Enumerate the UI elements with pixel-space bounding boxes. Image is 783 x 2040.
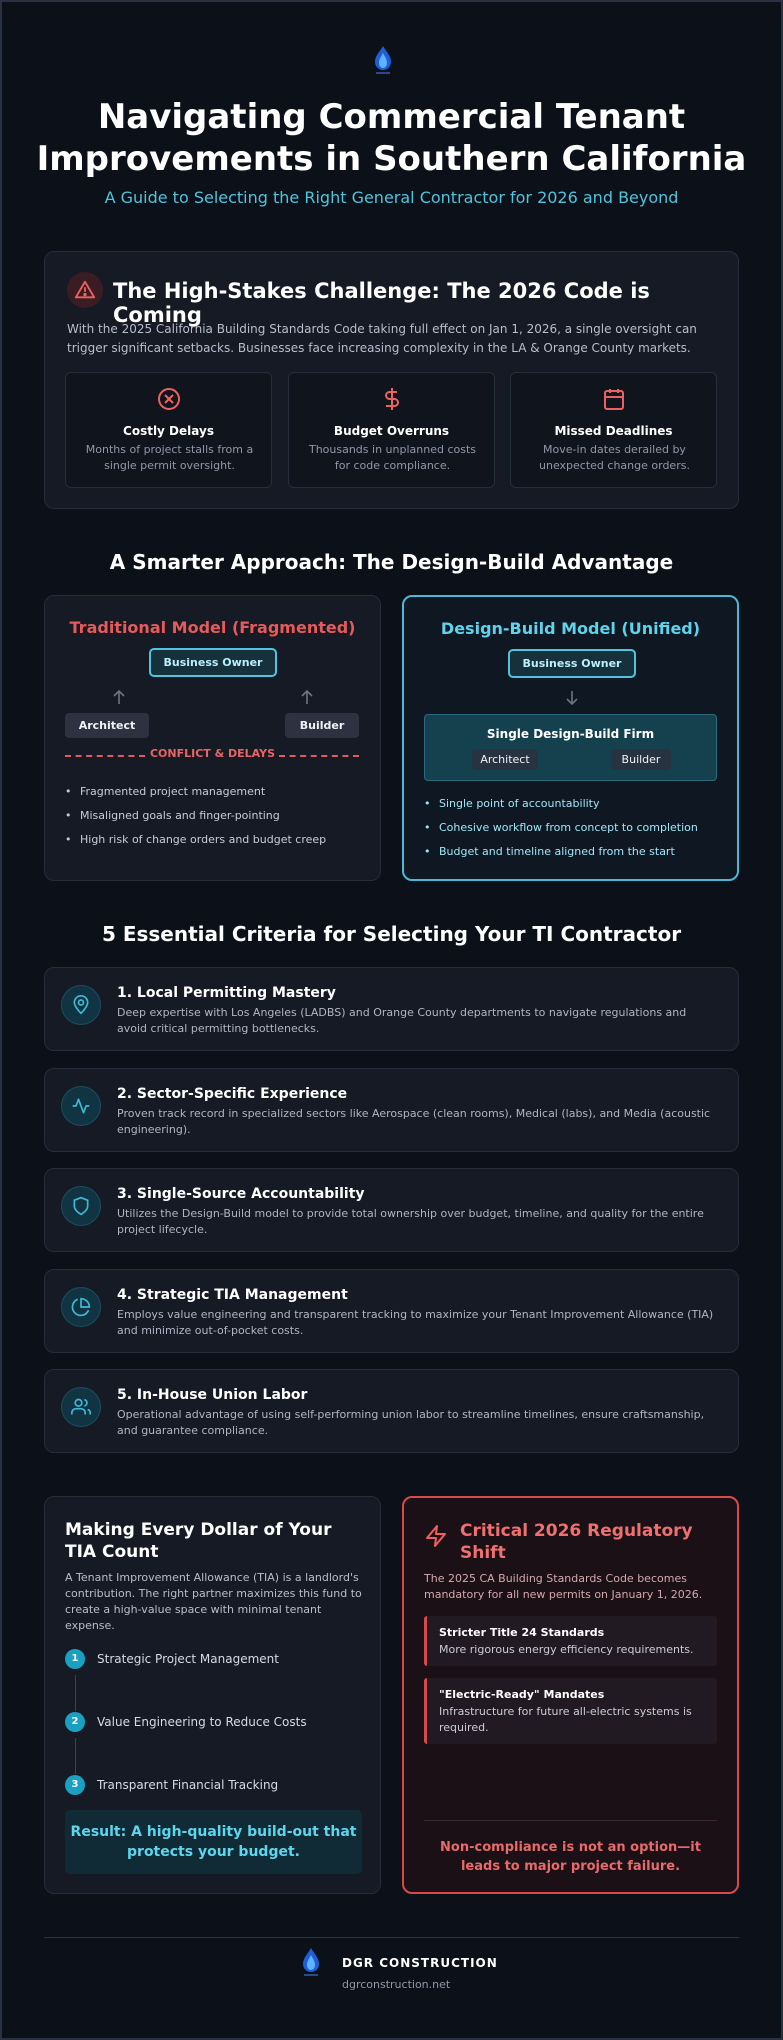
challenge-item-delays xyxy=(65,372,272,488)
architect-box: Architect xyxy=(472,749,538,770)
list-item: • Budget and timeline aligned from the start xyxy=(424,844,698,868)
lightning-icon xyxy=(424,1524,448,1548)
criteria-item-text: Operational advantage of using self-performing union labor to streamline timelines, ensure craftsmanship, and guarantee compliance. xyxy=(117,1408,705,1437)
regulatory-item-text: Infrastructure for future all-electric systems is required. xyxy=(439,1705,692,1734)
footer-website-link[interactable]: dgrconstruction.net xyxy=(342,1978,451,1991)
criteria-item-title: 5. In-House Union Labor xyxy=(117,1387,308,1403)
step-label: Transparent Financial Tracking xyxy=(97,1778,279,1792)
criteria-item xyxy=(44,1068,739,1152)
criteria-item-text: Proven track record in specialized sectors like Aerospace (clean rooms), Medical (labs), and Media (acoustic engineering). xyxy=(117,1107,711,1136)
challenge-item-title: Costly Delays xyxy=(123,424,214,438)
regulatory-item-title: Stricter Title 24 Standards xyxy=(439,1626,605,1639)
tia-result: Result: A high-quality build-out that protects your budget. xyxy=(65,1810,362,1874)
page-title-line1: Navigating Commercial Tenant xyxy=(97,97,686,137)
page-title-line2: Improvements in Southern California xyxy=(36,139,747,179)
divider xyxy=(424,1820,717,1821)
criteria-item-title: 1. Local Permitting Mastery xyxy=(117,985,336,1001)
warning-icon xyxy=(67,272,103,308)
regulatory-item xyxy=(424,1616,717,1666)
traditional-model-title: Traditional Model (Fragmented) xyxy=(69,618,356,637)
users-icon xyxy=(61,1387,101,1427)
regulatory-card xyxy=(402,1496,739,1894)
tia-text: A Tenant Improvement Allowance (TIA) is a landlord's contribution. The right partner maximizes this fund to create a high-value space with minimal tenant expense. xyxy=(65,1571,362,1632)
shield-icon xyxy=(61,1186,101,1226)
criteria-item-title: 2. Sector-Specific Experience xyxy=(117,1086,348,1102)
regulatory-text: The 2025 CA Building Standards Code becomes mandatory for all new permits on January 1, 2026. xyxy=(424,1572,703,1601)
challenge-item-text: Months of project stalls from a single permit oversight. xyxy=(85,443,254,472)
criteria-item xyxy=(44,1369,739,1453)
list-item: • Fragmented project management xyxy=(65,784,326,808)
traditional-model-card xyxy=(44,595,381,881)
tia-title: Making Every Dollar of Your TIA Count xyxy=(65,1520,332,1562)
footer-divider xyxy=(44,1937,739,1938)
list-item: • Cohesive workflow from concept to completion xyxy=(424,820,698,844)
challenge-item-deadlines xyxy=(510,372,717,488)
step-number: 1 xyxy=(65,1649,85,1669)
arrow-up-icon xyxy=(112,689,126,705)
calendar-icon xyxy=(602,387,626,411)
design-build-bullet-list xyxy=(424,796,698,868)
tia-card xyxy=(44,1496,381,1894)
approach-title: A Smarter Approach: The Design-Build Advantage xyxy=(109,550,674,574)
firm-title: Single Design-Build Firm xyxy=(486,727,655,741)
criteria-item-title: 4. Strategic TIA Management xyxy=(117,1287,348,1303)
traditional-bullet-list xyxy=(65,784,326,856)
regulatory-item xyxy=(424,1678,717,1744)
step-connector xyxy=(75,1738,76,1774)
criteria-title: 5 Essential Criteria for Selecting Your TI Contractor xyxy=(101,922,682,946)
builder-box: Builder xyxy=(611,749,671,770)
criteria-item xyxy=(44,1168,739,1252)
step-label: Strategic Project Management xyxy=(97,1652,279,1666)
regulatory-footer: Non-compliance is not an option—it leads to major project failure. xyxy=(440,1840,701,1874)
conflict-label: CONFLICT & DELAYS xyxy=(149,747,276,760)
activity-icon xyxy=(61,1086,101,1126)
challenge-item-text: Thousands in unplanned costs for code compliance. xyxy=(308,443,477,472)
challenge-item-text: Move-in dates derailed by unexpected change orders. xyxy=(539,443,690,472)
design-build-model-title: Design-Build Model (Unified) xyxy=(440,619,701,638)
criteria-item xyxy=(44,1269,739,1353)
dollar-icon xyxy=(380,387,404,411)
regulatory-item-title: "Electric-Ready" Mandates xyxy=(439,1688,605,1701)
arrow-up-icon xyxy=(300,689,314,705)
challenge-text: With the 2025 California Building Standards Code taking full effect on Jan 1, 2026, a single oversight can trigger significant setbacks. Businesses face increasing complexity in the LA & Orange County markets. xyxy=(67,322,697,355)
criteria-item xyxy=(44,967,739,1051)
criteria-item-text: Utilizes the Design-Build model to provide total ownership over budget, timeline, and quality for the entire project lifecycle. xyxy=(117,1207,704,1236)
company-logo-icon xyxy=(370,44,396,78)
criteria-item-text: Employs value engineering and transparent tracking to maximize your Tenant Improvement Allowance (TIA) and minimize out-of-pocket costs. xyxy=(117,1308,714,1337)
challenge-item-overruns xyxy=(288,372,495,488)
architect-box: Architect xyxy=(65,713,149,738)
list-item: • Misaligned goals and finger-pointing xyxy=(65,808,326,832)
design-build-firm-box xyxy=(424,714,717,781)
step-number: 3 xyxy=(65,1775,85,1795)
arrow-down-icon xyxy=(565,690,579,706)
challenge-card xyxy=(44,251,739,509)
footer-company-name: DGR CONSTRUCTION xyxy=(342,1956,498,1970)
list-item: • High risk of change orders and budget creep xyxy=(65,832,326,856)
criteria-item-title: 3. Single-Source Accountability xyxy=(117,1186,365,1202)
step-connector xyxy=(75,1675,76,1711)
regulatory-item-text: More rigorous energy efficiency requirements. xyxy=(439,1643,694,1656)
design-build-model-card xyxy=(402,595,739,881)
business-owner-box: Business Owner xyxy=(508,649,636,678)
step-label: Value Engineering to Reduce Costs xyxy=(97,1715,307,1729)
map-pin-icon xyxy=(61,985,101,1025)
challenge-item-title: Budget Overruns xyxy=(333,424,450,438)
challenge-title: The High-Stakes Challenge: The 2026 Code is Coming xyxy=(113,279,650,327)
page-title xyxy=(0,96,783,180)
x-circle-icon xyxy=(157,387,181,411)
page-subtitle: A Guide to Selecting the Right General Contractor for 2026 and Beyond xyxy=(104,188,679,207)
builder-box: Builder xyxy=(285,713,359,738)
company-logo-icon xyxy=(298,1946,324,1980)
list-item: • Single point of accountability xyxy=(424,796,698,820)
pie-chart-icon xyxy=(61,1287,101,1327)
business-owner-box: Business Owner xyxy=(149,648,277,677)
challenge-item-title: Missed Deadlines xyxy=(554,424,673,438)
regulatory-title: Critical 2026 Regulatory Shift xyxy=(460,1521,693,1563)
criteria-item-text: Deep expertise with Los Angeles (LADBS) and Orange County departments to navigate regulations and avoid critical permitting bottlenecks. xyxy=(117,1006,687,1035)
step-number: 2 xyxy=(65,1712,85,1732)
